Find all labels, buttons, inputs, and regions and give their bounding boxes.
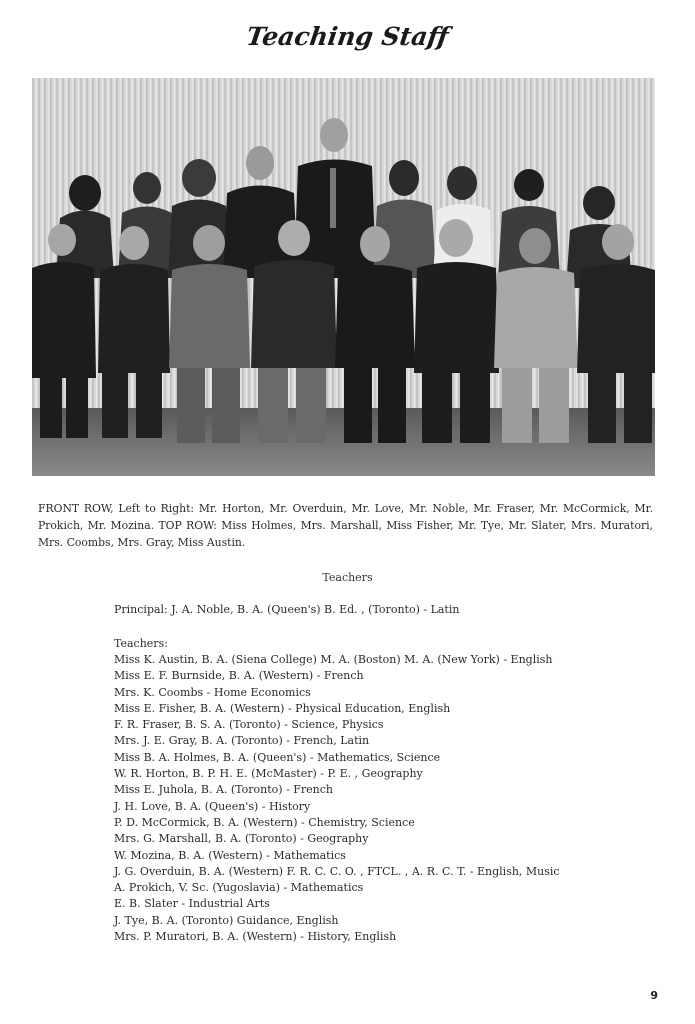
teacher-entry: Mrs. G. Marshall, B. A. (Toronto) - Geography	[114, 832, 369, 846]
teacher-entry: J. Tye, B. A. (Toronto) Guidance, English	[114, 913, 339, 927]
teacher-entry: J. G. Overduin, B. A. (Western) F. R. C. C. O. , FTCL. , A. R. C. T. - English, Music	[114, 864, 560, 878]
teacher-list	[114, 652, 560, 945]
teacher-entry: Mrs. P. Muratori, B. A. (Western) - History, English	[114, 930, 397, 944]
teacher-entry: Miss K. Austin, B. A. (Siena College) M. A. (Boston) M. A. (New York) - English	[114, 653, 553, 666]
teacher-entry: Miss B. A. Holmes, B. A. (Queen's) - Mathematics, Science	[114, 750, 441, 764]
teacher-entry: Mrs. K. Coombs - Home Economics	[114, 685, 311, 699]
page-title: Teaching Staff	[244, 22, 451, 51]
teacher-entry: J. H. Love, B. A. (Queen's) - History	[114, 799, 311, 813]
staff-group-photo	[32, 78, 655, 476]
teacher-entry: W. R. Horton, B. P. H. E. (McMaster) - P. E. , Geography	[114, 767, 423, 781]
teacher-entry: P. D. McCormick, B. A. (Western) - Chemistry, Science	[114, 815, 415, 829]
section-title: Teachers	[322, 571, 373, 584]
teachers-heading: Teachers:	[114, 637, 168, 650]
teacher-entry: Miss E. F. Burnside, B. A. (Western) - French	[114, 669, 364, 683]
teacher-entry: E. B. Slater - Industrial Arts	[114, 897, 270, 911]
group-photo-image	[32, 78, 655, 476]
teacher-entry: F. R. Fraser, B. S. A. (Toronto) - Science, Physics	[114, 718, 384, 732]
page-number: 9	[650, 989, 658, 1002]
teacher-entry: Miss E. Fisher, B. A. (Western) - Physical Education, English	[114, 701, 451, 715]
photo-caption: FRONT ROW, Left to Right: Mr. Horton, Mr. Overduin, Mr. Love, Mr. Noble, Mr. Fraser, Mr. McCormick, Mr. Prokich, Mr. Mozina. TOP ROW: Miss Holmes, Mrs. Marshall, Miss Fisher, Mr. Tye, Mr. Slater, Mrs. Muratori, Mrs. Coombs, Mrs. Gray, Miss Austin.	[38, 501, 653, 549]
principal-line: Principal: J. A. Noble, B. A. (Queen's) B. Ed. , (Toronto) - Latin	[114, 603, 460, 616]
teacher-entry: A. Prokich, V. Sc. (Yugoslavia) - Mathematics	[114, 881, 364, 895]
teacher-entry: Miss E. Juhola, B. A. (Toronto) - French	[114, 783, 334, 797]
teacher-entry: Mrs. J. E. Gray, B. A. (Toronto) - French, Latin	[114, 734, 370, 748]
teacher-entry: W. Mozina, B. A. (Western) - Mathematics	[114, 848, 346, 862]
